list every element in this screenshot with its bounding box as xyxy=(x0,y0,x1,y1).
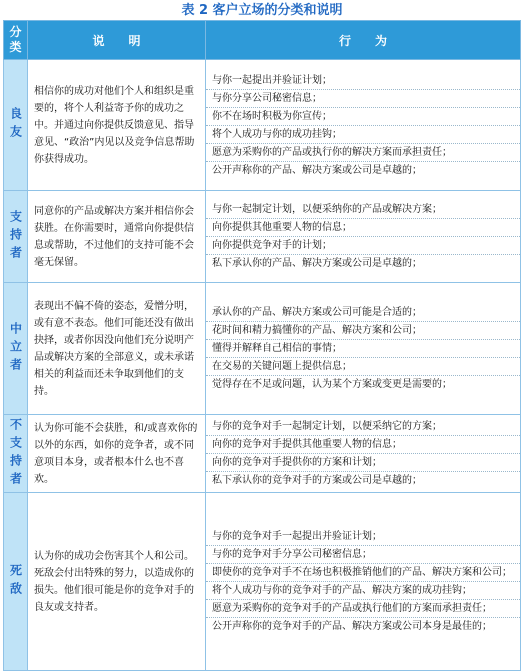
actions-cell xyxy=(206,60,521,191)
header-description: 说 明 xyxy=(28,21,206,60)
description-cell: 认为你的成功会伤害其个人和公司。死敌会付出特殊的努力，以造成你的损失。他们很可能是你的竞争对手的良友或支持者。 xyxy=(28,493,206,671)
table-row xyxy=(4,493,521,671)
action-item: 与你一起提出并验证计划； xyxy=(206,72,520,90)
action-item: 与你的竞争对手一起提出并验证计划； xyxy=(206,528,520,546)
description-cell: 认为你可能不会获胜，和/或喜欢你的以外的东西，如你的竞争者，或不同意项目本身，或者根本什么也不喜欢。 xyxy=(28,415,206,493)
action-item: 私下承认你的竞争对手的方案或公司是卓越的； xyxy=(212,475,422,486)
actions-cell xyxy=(206,191,521,283)
action-item: 向你的竞争对手提供其他重要人物的信息； xyxy=(206,436,520,454)
description-cell: 相信你的成功对他们个人和组织是重要的，将个人利益寄予你的成功之中。并通过向你提供反馈意见、指导意见、“政治”内见以及竞争信息帮助你获得成功。 xyxy=(28,60,206,191)
table-row xyxy=(4,283,521,415)
action-item: 公开声称你的产品、解决方案或公司是卓越的； xyxy=(212,164,422,176)
action-item: 与你分享公司秘密信息； xyxy=(206,90,520,108)
action-item: 与你一起制定计划，以便采纳你的产品或解决方案； xyxy=(206,201,520,219)
action-item: 愿意为采购你的竞争对手的产品或执行他们的方案而承担责任； xyxy=(206,600,520,618)
table-row xyxy=(4,191,521,283)
actions-cell xyxy=(206,415,521,493)
header-actions: 行 为 xyxy=(206,21,521,60)
category-cell: 支持者 xyxy=(4,191,28,283)
action-item: 即使你的竞争对手不在场也积极推销他们的产品、解决方案和公司； xyxy=(206,564,520,582)
description-cell: 表现出不偏不倚的姿态，爱憎分明，或有意不表态。他们可能还没有做出抉择，或者你因没向他们充分说明产品或解决方案的全部意义，或未承诺相关的利益而还未争取到他们的支持。 xyxy=(28,283,206,415)
actions-cell xyxy=(206,283,521,415)
action-item: 与你的竞争对手一起制定计划，以便采纳它的方案； xyxy=(206,418,520,436)
action-item: 承认你的产品、解决方案或公司可能是合适的； xyxy=(206,304,520,322)
action-item: 在交易的关键问题上提供信息； xyxy=(206,358,520,376)
table-title: 表 2 客户立场的分类和说明 xyxy=(181,3,343,18)
action-item: 将个人成功与你的竞争对手的产品、解决方案的成功挂钩； xyxy=(206,582,520,600)
action-item: 愿意为采购你的产品或执行你的解决方案而承担责任； xyxy=(206,144,520,162)
action-item: 向你的竞争对手提供你的方案和计划； xyxy=(206,454,520,472)
customer-stance-table xyxy=(3,20,521,671)
action-item: 公开声称你的竞争对手的产品、解决方案或公司本身是最佳的； xyxy=(212,621,492,632)
category-cell: 中立者 xyxy=(4,283,28,415)
action-item: 私下承认你的产品、解决方案或公司是卓越的； xyxy=(212,258,422,269)
table-row xyxy=(4,415,521,493)
action-item: 向你提供竞争对手的计划； xyxy=(206,237,520,255)
category-cell: 良友 xyxy=(4,60,28,191)
description-cell: 同意你的产品或解决方案并相信你会获胜。在你需要时，通常向你提供信息或帮助，不过他们的支持可能不会毫无保留。 xyxy=(28,191,206,283)
category-cell: 不支持者 xyxy=(4,415,28,493)
action-item: 觉得存在不足或问题，认为某个方案或变更是需要的； xyxy=(212,379,452,390)
category-cell: 死敌 xyxy=(4,493,28,671)
action-item: 将个人成功与你的成功挂钩； xyxy=(206,126,520,144)
action-item: 向你提供其他重要人物的信息； xyxy=(206,219,520,237)
table-row xyxy=(4,60,521,191)
header-category: 分类 xyxy=(4,21,28,60)
action-item: 与你的竞争对手分享公司秘密信息； xyxy=(206,546,520,564)
action-item: 你不在场时积极为你宣传； xyxy=(206,108,520,126)
actions-cell xyxy=(206,493,521,671)
action-item: 花时间和精力搞懂你的产品、解决方案和公司； xyxy=(206,322,520,340)
action-item: 懂得并解释自己相信的事情； xyxy=(206,340,520,358)
